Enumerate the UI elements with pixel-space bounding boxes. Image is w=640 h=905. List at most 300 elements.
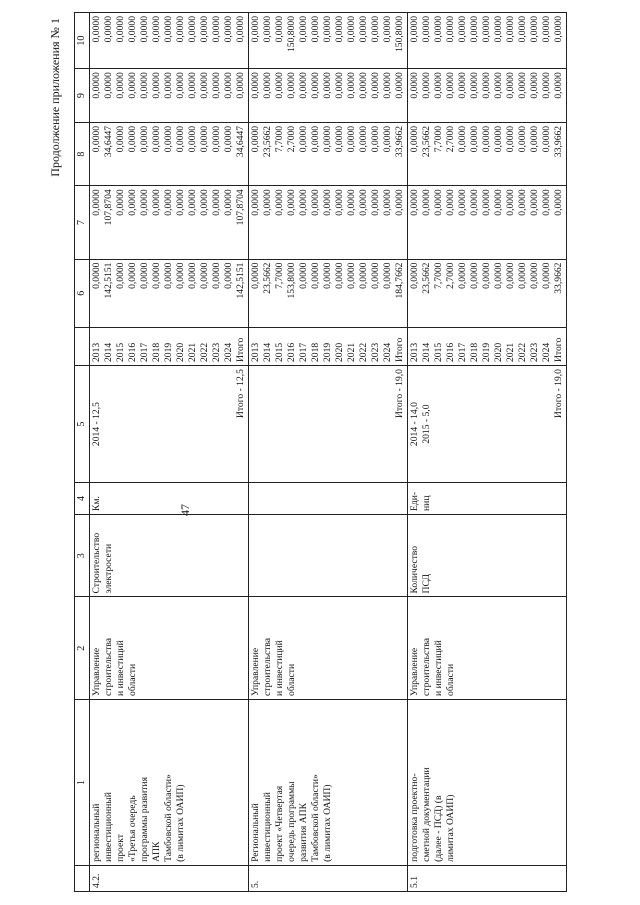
header-cell: 6 — [75, 259, 90, 327]
executor-line: строительства — [421, 637, 432, 696]
amount-federal-line: 0,0000 — [310, 189, 321, 216]
table-row — [249, 13, 408, 892]
amount-local-line: 0,0000 — [235, 72, 246, 99]
amount-local-line: 0,0000 — [175, 72, 186, 99]
year-line: 2014 — [421, 342, 432, 363]
amount-local-line: 0,0000 — [115, 72, 126, 99]
amount-federal-line: 0,0000 — [433, 189, 444, 216]
rotated-sheet — [20, 12, 620, 892]
year-line: 2020 — [334, 342, 345, 363]
amount-total-line: 0,0000 — [541, 262, 552, 289]
amount-other-line: 0,0000 — [481, 16, 492, 43]
amount-other-line: 0,0000 — [382, 16, 393, 43]
amount-regional-line: 0,0000 — [175, 125, 186, 153]
amount-federal — [90, 186, 249, 259]
header-row — [75, 13, 90, 892]
project-name-line: очередь программы — [286, 781, 297, 862]
indicator-line: Количество — [409, 545, 420, 594]
indicator-line: Строительство — [91, 532, 102, 594]
year-line: 2013 — [409, 342, 420, 363]
amount-regional-line: 0,0000 — [151, 125, 162, 153]
amount-regional-line: 0,0000 — [139, 125, 150, 153]
amount-federal-line: 0,0000 — [457, 189, 468, 216]
row-number: 5. — [249, 865, 408, 891]
amount-other-line: 0,0000 — [541, 16, 552, 43]
indicator — [408, 514, 567, 597]
amount-total — [90, 259, 249, 327]
amount-local-line: 0,0000 — [262, 72, 273, 99]
amount-regional-line: 23,5662 — [262, 125, 273, 158]
amount-other-line: 150,8000 — [286, 16, 297, 52]
amount-federal-line: 0,0000 — [445, 189, 456, 216]
amount-other-line: 0,0000 — [163, 16, 174, 43]
amount-local-line: 0,0000 — [310, 72, 321, 99]
amount-local — [90, 69, 249, 123]
project-name-line: лимитах ОАИП) — [445, 794, 456, 862]
amount-other-line: 0,0000 — [358, 16, 369, 43]
amount-federal-line: 0,0000 — [358, 189, 369, 216]
amount-regional — [408, 122, 567, 185]
project-name-line: (далее - ПСД) (в — [433, 795, 444, 862]
amount-total-line: 0,0000 — [187, 262, 198, 289]
amount-other-line: 0,0000 — [187, 16, 198, 43]
amount-local-line: 0,0000 — [493, 72, 504, 99]
amount-total-line: 7,7000 — [274, 262, 285, 289]
amount-local-line: 0,0000 — [211, 72, 222, 99]
amount-federal-line: 107,8704 — [235, 189, 246, 226]
amount-local-line: 0,0000 — [541, 72, 552, 99]
project-name-line: инвестиционный — [103, 792, 114, 862]
year-line: 2014 — [103, 342, 114, 363]
year-line: 2024 — [382, 342, 393, 363]
amount-regional-line: 0,0000 — [529, 125, 540, 153]
page-number: 47 — [178, 504, 192, 516]
project-name — [90, 699, 249, 865]
amount-federal-line: 0,0000 — [421, 189, 432, 216]
amount-federal-line: 0,0000 — [529, 189, 540, 216]
amount-regional-line: 0,0000 — [298, 125, 309, 153]
year-line: Итого — [394, 337, 405, 363]
year-line: 2016 — [286, 342, 297, 363]
header-cell — [75, 327, 90, 365]
year-line: 2018 — [151, 342, 162, 363]
amount-other-line: 0,0000 — [274, 16, 285, 43]
target-total: Итого - 19,0 — [553, 369, 564, 419]
amount-federal-line: 0,0000 — [322, 189, 333, 216]
amount-other-line: 0,0000 — [421, 16, 432, 43]
amount-total-line: 0,0000 — [469, 262, 480, 289]
header-cell: 7 — [75, 186, 90, 259]
amount-federal-line: 0,0000 — [139, 189, 150, 216]
amount-federal-line: 0,0000 — [175, 189, 186, 216]
amount-regional-line: 0,0000 — [370, 125, 381, 153]
indicator — [90, 514, 249, 597]
target-value — [249, 366, 408, 483]
year-line: Итого — [553, 337, 564, 363]
project-name-line: сметной документации — [421, 767, 432, 862]
amount-other-line: 0,0000 — [223, 16, 234, 43]
amount-regional-line: 0,0000 — [211, 125, 222, 153]
year-line: 2021 — [346, 342, 357, 363]
amount-local-line: 0,0000 — [91, 72, 102, 99]
year-line: 2019 — [163, 342, 174, 363]
amount-total-line: 0,0000 — [223, 262, 234, 289]
amount-local-line: 0,0000 — [250, 72, 261, 99]
amount-other-line: 0,0000 — [517, 16, 528, 43]
amount-regional-line: 34,6447 — [235, 125, 246, 158]
indicator — [249, 514, 408, 597]
amount-other-line: 0,0000 — [310, 16, 321, 43]
amount-local-line: 0,0000 — [223, 72, 234, 99]
amount-regional-line: 0,0000 — [346, 125, 357, 153]
amount-federal-line: 0,0000 — [481, 189, 492, 216]
amount-other-line: 0,0000 — [139, 16, 150, 43]
project-name-line: инвестиционный — [262, 792, 273, 862]
target-value — [408, 366, 567, 483]
executor-line: области — [286, 663, 297, 696]
amount-regional-line: 0,0000 — [409, 125, 420, 153]
header-cell: 10 — [75, 13, 90, 69]
amount-total — [249, 259, 408, 327]
amount-local — [249, 69, 408, 123]
amount-federal-line: 0,0000 — [553, 189, 564, 216]
year-line: 2016 — [445, 342, 456, 363]
unit — [249, 483, 408, 515]
amount-regional-line: 0,0000 — [541, 125, 552, 153]
table-row — [408, 13, 567, 892]
amount-local-line: 0,0000 — [322, 72, 333, 99]
amount-federal-line: 0,0000 — [517, 189, 528, 216]
amount-local-line: 0,0000 — [409, 72, 420, 99]
header-cell: 9 — [75, 69, 90, 123]
amount-local-line: 0,0000 — [298, 72, 309, 99]
amount-federal-line: 0,0000 — [541, 189, 552, 216]
target-value-line: 2014 - 12,5 — [91, 402, 102, 447]
amount-other-line: 0,0000 — [469, 16, 480, 43]
year-line: 2024 — [223, 342, 234, 363]
amount-regional-line: 23,5662 — [421, 125, 432, 158]
amount-total-line: 0,0000 — [250, 262, 261, 289]
amount-federal-line: 0,0000 — [370, 189, 381, 216]
amount-other-line: 0,0000 — [115, 16, 126, 43]
year-line: 2021 — [187, 342, 198, 363]
header-cell: 8 — [75, 122, 90, 185]
amount-total-line: 23,5662 — [262, 262, 273, 294]
amount-total-line: 0,0000 — [199, 262, 210, 289]
amount-other-line: 0,0000 — [235, 16, 246, 43]
amount-regional-line: 0,0000 — [163, 125, 174, 153]
amount-total — [408, 259, 567, 327]
year-line: 2022 — [358, 342, 369, 363]
amount-federal-line: 0,0000 — [334, 189, 345, 216]
amount-other — [249, 13, 408, 69]
year — [249, 327, 408, 365]
amount-other-line: 0,0000 — [553, 16, 564, 43]
year-line: 2023 — [529, 342, 540, 363]
unit — [408, 483, 567, 515]
project-name-line: Тамбовской области» — [310, 774, 321, 862]
amount-regional-line: 0,0000 — [517, 125, 528, 153]
year-line: 2015 — [274, 342, 285, 363]
amount-regional — [90, 122, 249, 185]
amount-federal-line: 0,0000 — [346, 189, 357, 216]
amount-regional-line: 0,0000 — [199, 125, 210, 153]
executor — [249, 597, 408, 699]
amount-total-line: 184,7662 — [394, 262, 405, 299]
amount-regional-line: 0,0000 — [457, 125, 468, 153]
year — [408, 327, 567, 365]
amount-regional-line: 0,0000 — [481, 125, 492, 153]
amount-regional-line: 0,0000 — [469, 125, 480, 153]
amount-federal-line: 0,0000 — [250, 189, 261, 216]
appendix-caption: Продолжение приложения № 1 — [48, 18, 62, 177]
amount-total-line: 153,8000 — [286, 262, 297, 299]
year-line: 2021 — [505, 342, 516, 363]
amount-regional-line: 0,0000 — [493, 125, 504, 153]
amount-regional-line: 0,0000 — [91, 125, 102, 153]
year-line: 2023 — [370, 342, 381, 363]
amount-regional-line: 2,7000 — [445, 125, 456, 153]
amount-federal-line: 0,0000 — [127, 189, 138, 216]
amount-regional — [249, 122, 408, 185]
amount-total-line: 0,0000 — [175, 262, 186, 289]
project-name-line: подготовка проектно- — [409, 773, 420, 862]
year-line: 2016 — [127, 342, 138, 363]
amount-local-line: 0,0000 — [481, 72, 492, 99]
amount-federal-line: 0,0000 — [211, 189, 222, 216]
amount-local-line: 0,0000 — [469, 72, 480, 99]
amount-other-line: 0,0000 — [250, 16, 261, 43]
amount-total-line: 0,0000 — [493, 262, 504, 289]
amount-other-line: 0,0000 — [505, 16, 516, 43]
amount-local-line: 0,0000 — [127, 72, 138, 99]
amount-total-line: 0,0000 — [91, 262, 102, 289]
amount-total-line: 0,0000 — [457, 262, 468, 289]
unit — [90, 483, 249, 515]
amount-local-line: 0,0000 — [274, 72, 285, 99]
executor-line: и инвестиций — [274, 640, 285, 696]
amount-federal-line: 0,0000 — [163, 189, 174, 216]
amount-federal-line: 0,0000 — [505, 189, 516, 216]
amount-total-line: 0,0000 — [370, 262, 381, 289]
amount-regional-line: 0,0000 — [115, 125, 126, 153]
amount-federal-line: 0,0000 — [262, 189, 273, 216]
amount-total-line: 33,9662 — [553, 262, 564, 294]
amount-total-line: 0,0000 — [310, 262, 321, 289]
year-line: 2023 — [211, 342, 222, 363]
amount-total-line: 0,0000 — [529, 262, 540, 289]
amount-local-line: 0,0000 — [433, 72, 444, 99]
amount-other-line: 0,0000 — [334, 16, 345, 43]
amount-local-line: 0,0000 — [139, 72, 150, 99]
amount-local-line: 0,0000 — [457, 72, 468, 99]
project-name-line: АПК — [151, 841, 162, 862]
amount-local-line: 0,0000 — [358, 72, 369, 99]
amount-regional-line: 0,0000 — [505, 125, 516, 153]
project-name-line: (в лимитах ОАИП) — [175, 784, 186, 862]
amount-regional-line: 0,0000 — [250, 125, 261, 153]
target-value-line: 2015 - 5,0 — [421, 404, 432, 444]
amount-federal-line: 0,0000 — [298, 189, 309, 216]
indicator-line: ПСД — [421, 574, 432, 594]
amount-regional-line: 0,0000 — [334, 125, 345, 153]
amount-local-line: 0,0000 — [370, 72, 381, 99]
amount-regional-line: 2,7000 — [286, 125, 297, 153]
header-cell: 2 — [75, 597, 90, 699]
amount-federal-line: 0,0000 — [115, 189, 126, 216]
year-line: 2019 — [322, 342, 333, 363]
amount-regional-line: 34,6447 — [103, 125, 114, 158]
amount-total-line: 7,7000 — [433, 262, 444, 289]
executor-line: строительства — [262, 637, 273, 696]
amount-regional-line: 0,0000 — [382, 125, 393, 153]
amount-local-line: 0,0000 — [529, 72, 540, 99]
year — [90, 327, 249, 365]
amount-regional-line: 7,7000 — [433, 125, 444, 153]
header-cell: 3 — [75, 514, 90, 597]
amount-regional-line: 7,7000 — [274, 125, 285, 153]
project-name-line: проект «Четвертая — [274, 785, 285, 862]
indicator-line: электросети — [103, 543, 114, 594]
project-name-line: (в лимитах ОАИП) — [322, 784, 333, 862]
amount-regional-line: 33,9662 — [553, 125, 564, 158]
executor-line: Управление — [409, 647, 420, 696]
amount-total-line: 0,0000 — [127, 262, 138, 289]
amount-other-line: 0,0000 — [445, 16, 456, 43]
year-line: 2024 — [541, 342, 552, 363]
amount-local-line: 0,0000 — [517, 72, 528, 99]
amount-federal-line: 0,0000 — [187, 189, 198, 216]
target-total: Итого - 19,0 — [394, 369, 405, 419]
amount-other-line: 0,0000 — [409, 16, 420, 43]
amount-other-line: 0,0000 — [322, 16, 333, 43]
amount-other-line: 0,0000 — [211, 16, 222, 43]
amount-total-line: 0,0000 — [322, 262, 333, 289]
amount-local-line: 0,0000 — [394, 72, 405, 99]
amount-federal-line: 0,0000 — [223, 189, 234, 216]
target-value-line: 2014 - 14,0 — [409, 402, 420, 447]
amount-other-line: 0,0000 — [127, 16, 138, 43]
year-line: 2020 — [493, 342, 504, 363]
executor-line: Управление — [250, 647, 261, 696]
row-number: 4.2. — [90, 865, 249, 891]
table-row — [90, 13, 249, 892]
amount-other-line: 0,0000 — [175, 16, 186, 43]
year-line: 2018 — [310, 342, 321, 363]
amount-federal-line: 0,0000 — [394, 189, 405, 216]
amount-federal-line: 0,0000 — [493, 189, 504, 216]
project-name-line: региональный — [91, 803, 102, 862]
year-line: 2017 — [139, 342, 150, 363]
year-line: 2014 — [262, 342, 273, 363]
amount-regional-line: 0,0000 — [310, 125, 321, 153]
amount-local-line: 0,0000 — [163, 72, 174, 99]
amount-regional-line: 0,0000 — [358, 125, 369, 153]
amount-total-line: 0,0000 — [163, 262, 174, 289]
year-line: 2019 — [481, 342, 492, 363]
unit-line: Еди- — [409, 491, 420, 511]
amount-total-line: 23,5662 — [421, 262, 432, 294]
amount-federal-line: 0,0000 — [199, 189, 210, 216]
executor-line: области — [127, 663, 138, 696]
year-line: 2013 — [250, 342, 261, 363]
executor-line: и инвестиций — [115, 640, 126, 696]
project-name-line: Тамбовской области» — [163, 774, 174, 862]
amount-federal-line: 0,0000 — [91, 189, 102, 216]
amount-other-line: 0,0000 — [151, 16, 162, 43]
amount-total-line: 0,0000 — [211, 262, 222, 289]
amount-regional-line: 0,0000 — [223, 125, 234, 153]
amount-federal-line: 0,0000 — [469, 189, 480, 216]
year-line: Итого — [235, 337, 246, 363]
amount-regional-line: 33,9662 — [394, 125, 405, 158]
amount-other-line: 0,0000 — [262, 16, 273, 43]
amount-federal-line: 0,0000 — [151, 189, 162, 216]
amount-other — [90, 13, 249, 69]
unit-line: ниц — [421, 495, 432, 511]
amount-other-line: 0,0000 — [370, 16, 381, 43]
executor — [408, 597, 567, 699]
year-line: 2017 — [457, 342, 468, 363]
row-number: 5.1 — [408, 865, 567, 891]
year-line: 2018 — [469, 342, 480, 363]
project-name-line: Региональный — [250, 803, 261, 862]
year-line: 2013 — [91, 342, 102, 363]
amount-local-line: 0,0000 — [346, 72, 357, 99]
project-name-line: программы развития — [139, 776, 150, 862]
amount-other-line: 0,0000 — [199, 16, 210, 43]
year-line: 2015 — [433, 342, 444, 363]
amount-total-line: 0,0000 — [334, 262, 345, 289]
amount-total-line: 142,5151 — [103, 262, 114, 299]
amount-other-line: 0,0000 — [298, 16, 309, 43]
amount-regional-line: 0,0000 — [322, 125, 333, 153]
amount-other-line: 0,0000 — [457, 16, 468, 43]
year-line: 2022 — [517, 342, 528, 363]
year-line: 2015 — [115, 342, 126, 363]
year-line: 2020 — [175, 342, 186, 363]
amount-federal-line: 0,0000 — [286, 189, 297, 216]
amount-local-line: 0,0000 — [421, 72, 432, 99]
amount-other-line: 0,0000 — [91, 16, 102, 43]
header-cell: 4 — [75, 483, 90, 515]
amount-other-line: 150,8000 — [394, 16, 405, 52]
amount-federal — [408, 186, 567, 259]
amount-total-line: 0,0000 — [139, 262, 150, 289]
amount-other-line: 0,0000 — [346, 16, 357, 43]
amount-total-line: 0,0000 — [115, 262, 126, 289]
amount-total-line: 0,0000 — [151, 262, 162, 289]
amount-federal-line: 0,0000 — [409, 189, 420, 216]
year-line: 2022 — [199, 342, 210, 363]
amount-other-line: 0,0000 — [493, 16, 504, 43]
header-cell: 1 — [75, 699, 90, 865]
executor-line: Управление — [91, 647, 102, 696]
amount-local-line: 0,0000 — [286, 72, 297, 99]
year-line: 2017 — [298, 342, 309, 363]
amount-local-line: 0,0000 — [334, 72, 345, 99]
amount-local-line: 0,0000 — [505, 72, 516, 99]
amount-federal — [249, 186, 408, 259]
budget-table — [74, 12, 567, 892]
amount-total-line: 0,0000 — [346, 262, 357, 289]
executor — [90, 597, 249, 699]
target-total: Итого - 12,5 — [235, 369, 246, 419]
project-name-line: проект — [115, 834, 126, 862]
amount-federal-line: 0,0000 — [274, 189, 285, 216]
amount-total-line: 0,0000 — [517, 262, 528, 289]
amount-other-line: 0,0000 — [433, 16, 444, 43]
